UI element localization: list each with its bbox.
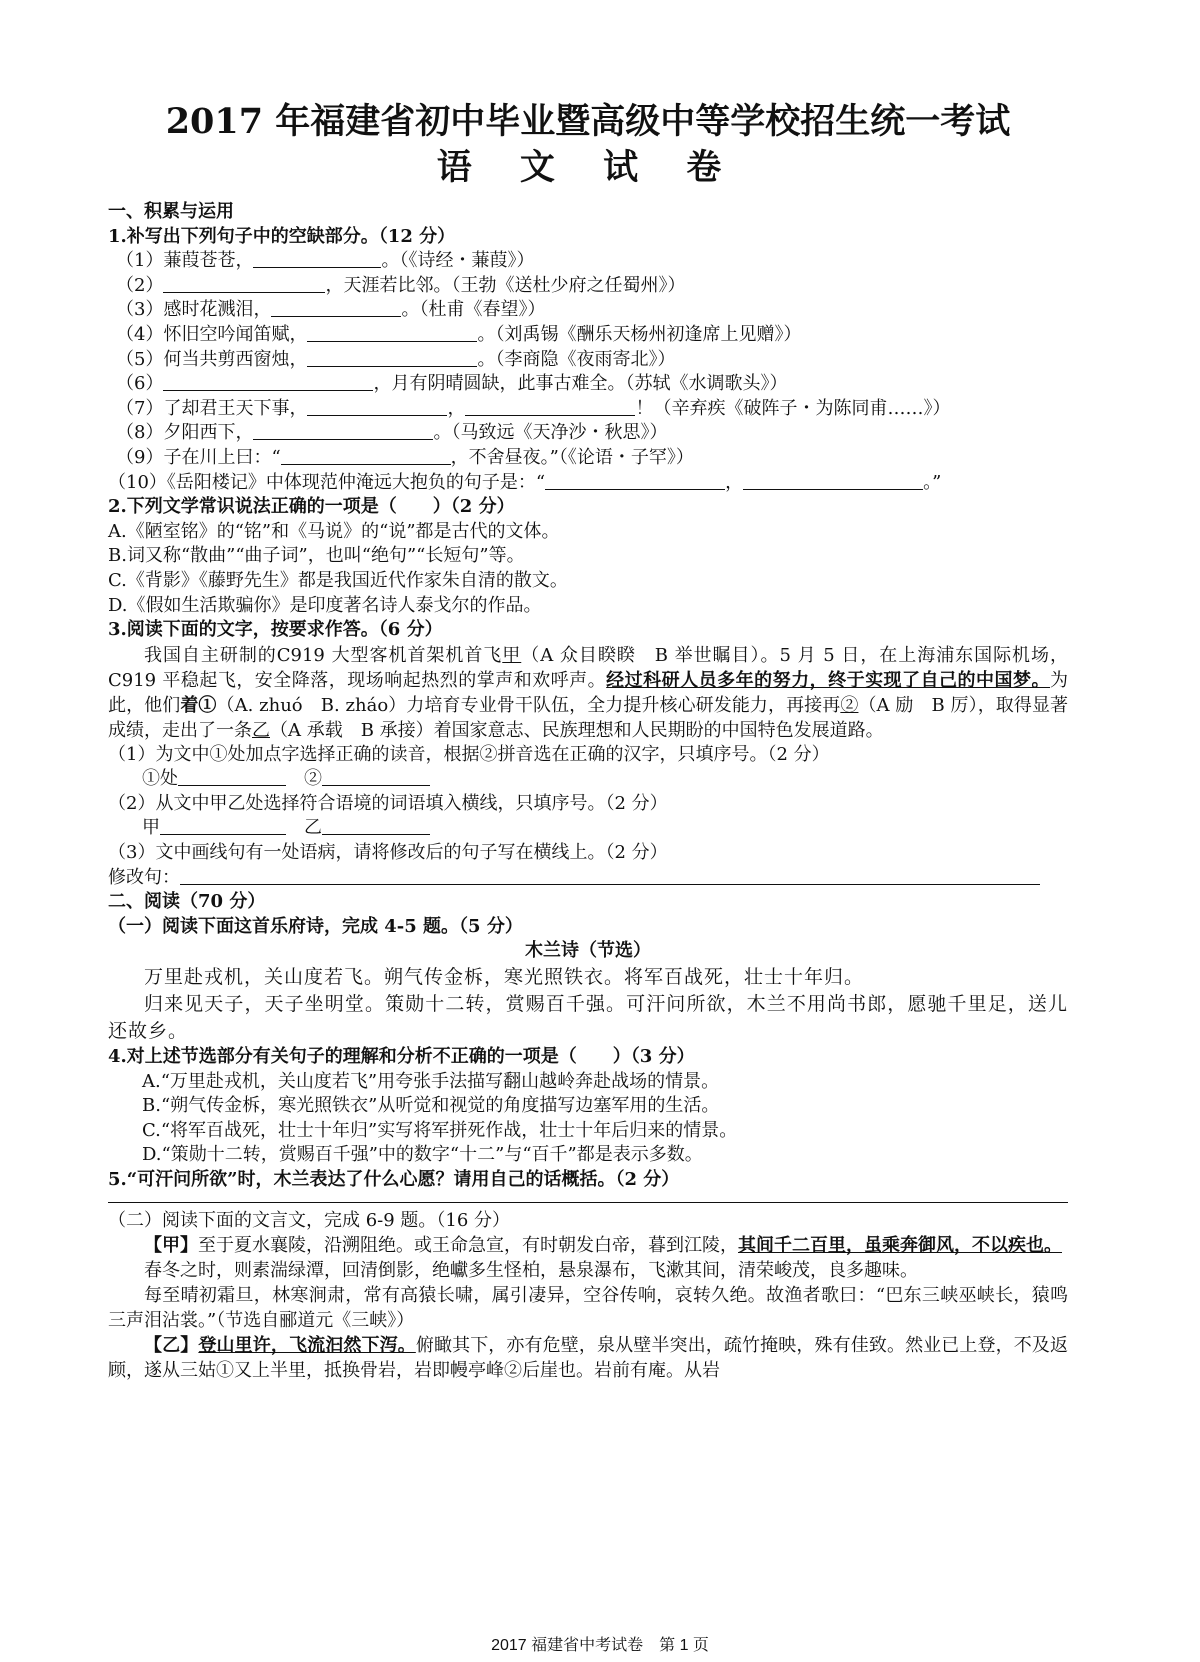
classical-passage: 每至晴初霜旦，林寒涧肃，常有高猿长啸，属引凄异，空谷传响，哀转久绝。故渔者歌曰：“巴东三峡巫峡长，猿鸣三声泪沾裳。”（节选自郦道元《三峡》） (108, 1285, 1068, 1332)
answer-blank[interactable] (163, 274, 325, 293)
option-a: A.“万里赴戎机，关山度若飞”用夸张手法描写翻山越岭奔赴战场的情景。 (142, 1070, 720, 1092)
answer-row: 甲 乙 (108, 816, 1068, 841)
list-item: （4）怀旧空吟闻笛赋， 。（刘禹锡《酬乐天杨州初逢席上见赠》） (116, 323, 802, 345)
answer-blank[interactable] (307, 397, 447, 416)
question-stem: 4.对上述节选部分有关句子的理解和分析不正确的一项是（ ）（3 分） (108, 1046, 695, 1068)
list-item: （3）感时花溅泪， 。（杜甫《春望》） (116, 299, 546, 321)
poem-line: 万里赴戎机，关山度若飞。朔气传金柝，寒光照铁衣。将军百战死，壮士十年归。 (144, 966, 865, 989)
sub-question: （2）从文中甲乙处选择符合语境的词语填入横线，只填序号。（2 分） (108, 792, 668, 814)
answer-row: ①处 ② (108, 767, 1068, 792)
part-heading: （一）阅读下面这首乐府诗，完成 4-5 题。（5 分） (108, 915, 523, 937)
marker-li: ② (840, 694, 859, 716)
list-item: （10）《岳阳楼记》中体现范仲淹远大抱负的句子是：“ ， 。” (108, 471, 942, 493)
underlined-sentence: 经过科研人员多年的努力，终于实现了自己的中国梦。 (606, 669, 1050, 691)
list-item: （6） ，月有阴晴圆缺，此事古难全。（苏轼《水调歌头》） (116, 373, 788, 395)
answer-row: 修改句： (108, 866, 1068, 891)
option-a: A.《陋室铭》的“铭”和《马说》的“说”都是古代的文体。 (108, 520, 560, 542)
section-heading: 一、积累与运用 (108, 201, 234, 222)
list-item: （7）了却君王天下事， ， ！（辛弃疾《破阵子・为陈同甫……》） (116, 397, 951, 419)
option-b: B.词又称“散曲”“曲子词”，也叫“绝句”“长短句”等。 (108, 545, 525, 567)
classical-passage: 春冬之时，则素湍绿潭，回清倒影，绝巘多生怪柏，悬泉瀑布，飞漱其间，清荣峻茂，良多趣味。 (144, 1260, 918, 1282)
option-c: C.《背影》《藤野先生》都是我国近代作家朱自清的散文。 (108, 569, 568, 591)
exam-title: 2017 年福建省初中毕业暨高级中等学校招生统一考试 (165, 101, 1011, 142)
reading-passage: 我国自主研制的C919 大型客机首架机首飞甲（A 众目睽睽 B 举世瞩目）。5 月 5 日，在上海浦东国际机场，C919 平稳起飞，安全降落，现场响起热烈的掌声和欢呼声。经过科研人员多年的努力，终于实现了自己的中国梦。为此，他们着①（A. zhuó B. zháo）力培育专业骨干队伍，全力提升核心研发能力，再接再②（A 励 B 厉），取得显著成绩，走出了一条乙（A 承载 B 承接）着国家意志、民族理想和人民期盼的中国特色发展道路。 (108, 644, 1069, 741)
option-d: D.《假如生活欺骗你》是印度著名诗人泰戈尔的作品。 (108, 594, 542, 616)
answer-line[interactable] (108, 1201, 1068, 1203)
answer-blank[interactable] (178, 767, 286, 786)
underlined-sentence: 登山里许，飞流汩然下泻。 (198, 1335, 416, 1357)
section-heading: 二、阅读（70 分） (108, 891, 266, 913)
underlined-sentence: 其间千二百里，虽乘奔御风，不以疾也。 (738, 1235, 1062, 1257)
classical-passage: 【甲】至于夏水襄陵，沿溯阻绝。或王命急宣，有时朝发白帝，暮到江陵，其间千二百里，虽乘奔御风，不以疾也。 (144, 1235, 1062, 1257)
question-stem: 5.“可汗问所欲”时，木兰表达了什么心愿？请用自己的话概括。（2 分） (108, 1169, 680, 1190)
answer-blank[interactable] (160, 816, 286, 835)
list-item: （5）何当共剪西窗烛， 。（李商隐《夜雨寄北》） (116, 348, 676, 370)
marker-yi: 乙 (252, 719, 270, 741)
answer-blank[interactable] (163, 372, 373, 391)
option-c: C.“将军百战死，壮士十年归”实写将军拼死作战，壮士十年后归来的情景。 (142, 1119, 738, 1141)
question-stem: 1.补写出下列句子中的空缺部分。（12 分） (108, 225, 456, 247)
option-d: D.“策勋十二转，赏赐百千强”中的数字“十二”与“百千”都是表示多数。 (142, 1144, 703, 1166)
classical-passage: 【乙】登山里许，飞流汩然下泻。俯瞰其下，亦有危壁，泉从壁半突出，疏竹掩映，殊有佳致。然业已上登，不及返顾，遂从三姑①又上半里，抵换骨岩，岩即幔亭峰②后崖也。岩前有庵。从岩 (108, 1335, 1069, 1382)
answer-blank[interactable] (180, 866, 1040, 885)
answer-blank[interactable] (281, 446, 451, 465)
answer-blank[interactable] (253, 421, 433, 440)
question-stem: 3.阅读下面的文字，按要求作答。（6 分） (108, 619, 443, 641)
option-b: B.“朔气传金柝，寒光照铁衣”从听觉和视觉的角度描写边塞军用的生活。 (142, 1095, 720, 1117)
sub-question: （3）文中画线句有一处语病，请将修改后的句子写在横线上。（2 分） (108, 842, 668, 864)
marker-zhuo: 着① (180, 694, 217, 716)
answer-blank[interactable] (253, 249, 381, 268)
poem-line: 归来见天子，天子坐明堂。策勋十二转，赏赐百千强。可汗问所欲，木兰不用尚书郎，愿驰千里足，送儿还故乡。 (108, 993, 1068, 1043)
poem-title: 木兰诗（节选） (525, 940, 651, 962)
answer-blank[interactable] (307, 348, 477, 367)
answer-blank[interactable] (307, 323, 477, 342)
page-footer: 2017 福建省中考试卷 第 1 页 (491, 1637, 709, 1654)
answer-blank[interactable] (545, 471, 725, 490)
answer-blank[interactable] (271, 298, 401, 317)
exam-page (108, 100, 1068, 1383)
list-item: （1）蒹葭苍苍， 。（《诗经・蒹葭》） (116, 250, 535, 272)
list-item: （9）子在川上曰：“ ，不舍昼夜。”（《论语・子罕》） (116, 446, 694, 468)
answer-blank[interactable] (743, 471, 923, 490)
list-item: （2） ，天涯若比邻。（王勃《送杜少府之任蜀州》） (116, 274, 686, 296)
answer-blank[interactable] (322, 816, 430, 835)
part-heading: （二）阅读下面的文言文，完成 6-9 题。（16 分） (108, 1209, 511, 1231)
sub-question: （1）为文中①处加点字选择正确的读音，根据②拼音选在正确的汉字，只填序号。（2 分） (108, 743, 830, 765)
exam-subtitle: 语 文 试 卷 (436, 147, 740, 188)
list-item: （8）夕阳西下， 。（马致远《天净沙・秋思》） (116, 422, 668, 444)
answer-blank[interactable] (322, 767, 430, 786)
marker-jia: 甲 (502, 644, 522, 666)
fill-in-list (108, 249, 1068, 495)
answer-blank[interactable] (465, 397, 635, 416)
question-stem: 2.下列文学常识说法正确的一项是（ ）（2 分） (108, 496, 515, 518)
